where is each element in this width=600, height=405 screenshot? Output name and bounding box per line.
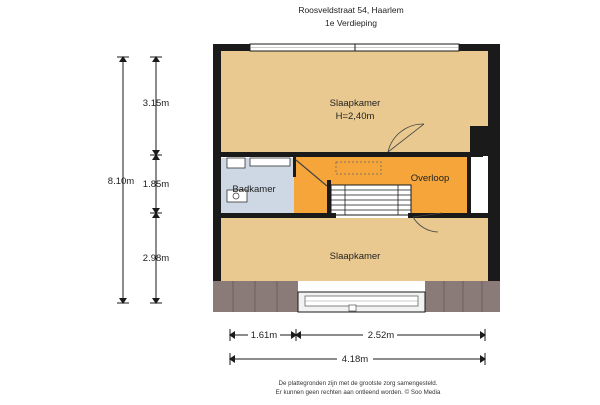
room-label-bathroom: Badkamer: [232, 184, 276, 195]
dormer-bay: [298, 292, 425, 312]
room-label-bedroom-top: Slaapkamer: [329, 98, 381, 109]
room-label-landing: Overloop: [410, 173, 450, 184]
dim-vertical-middle: 1.85m: [142, 179, 170, 190]
dim-vertical-bottom: 2.98m: [142, 253, 170, 264]
disclaimer-line-2: Er kunnen geen rechten aan ontleend worden. © Soo Media: [275, 389, 441, 396]
bedroom-bottom-floor: [221, 218, 488, 281]
disclaimer-line-1: De plattegronden zijn met de grootste zorg samengesteld.: [278, 380, 438, 387]
dim-vertical-top: 3.15m: [142, 98, 170, 109]
top-windows: [250, 44, 459, 51]
dim-horizontal-total: 4.18m: [341, 354, 369, 365]
dim-vertical-total: 8.10m: [107, 176, 135, 187]
floor-title: 1e Verdieping: [325, 18, 377, 28]
dim-horizontal-right: 2.52m: [367, 330, 395, 341]
dim-horizontal-left: 1.61m: [250, 330, 278, 341]
room-height-label: H=2,40m: [335, 111, 375, 122]
room-label-bedroom-bottom: Slaapkamer: [329, 251, 381, 262]
address-title: Roosveldstraat 54, Haarlem: [298, 5, 404, 15]
